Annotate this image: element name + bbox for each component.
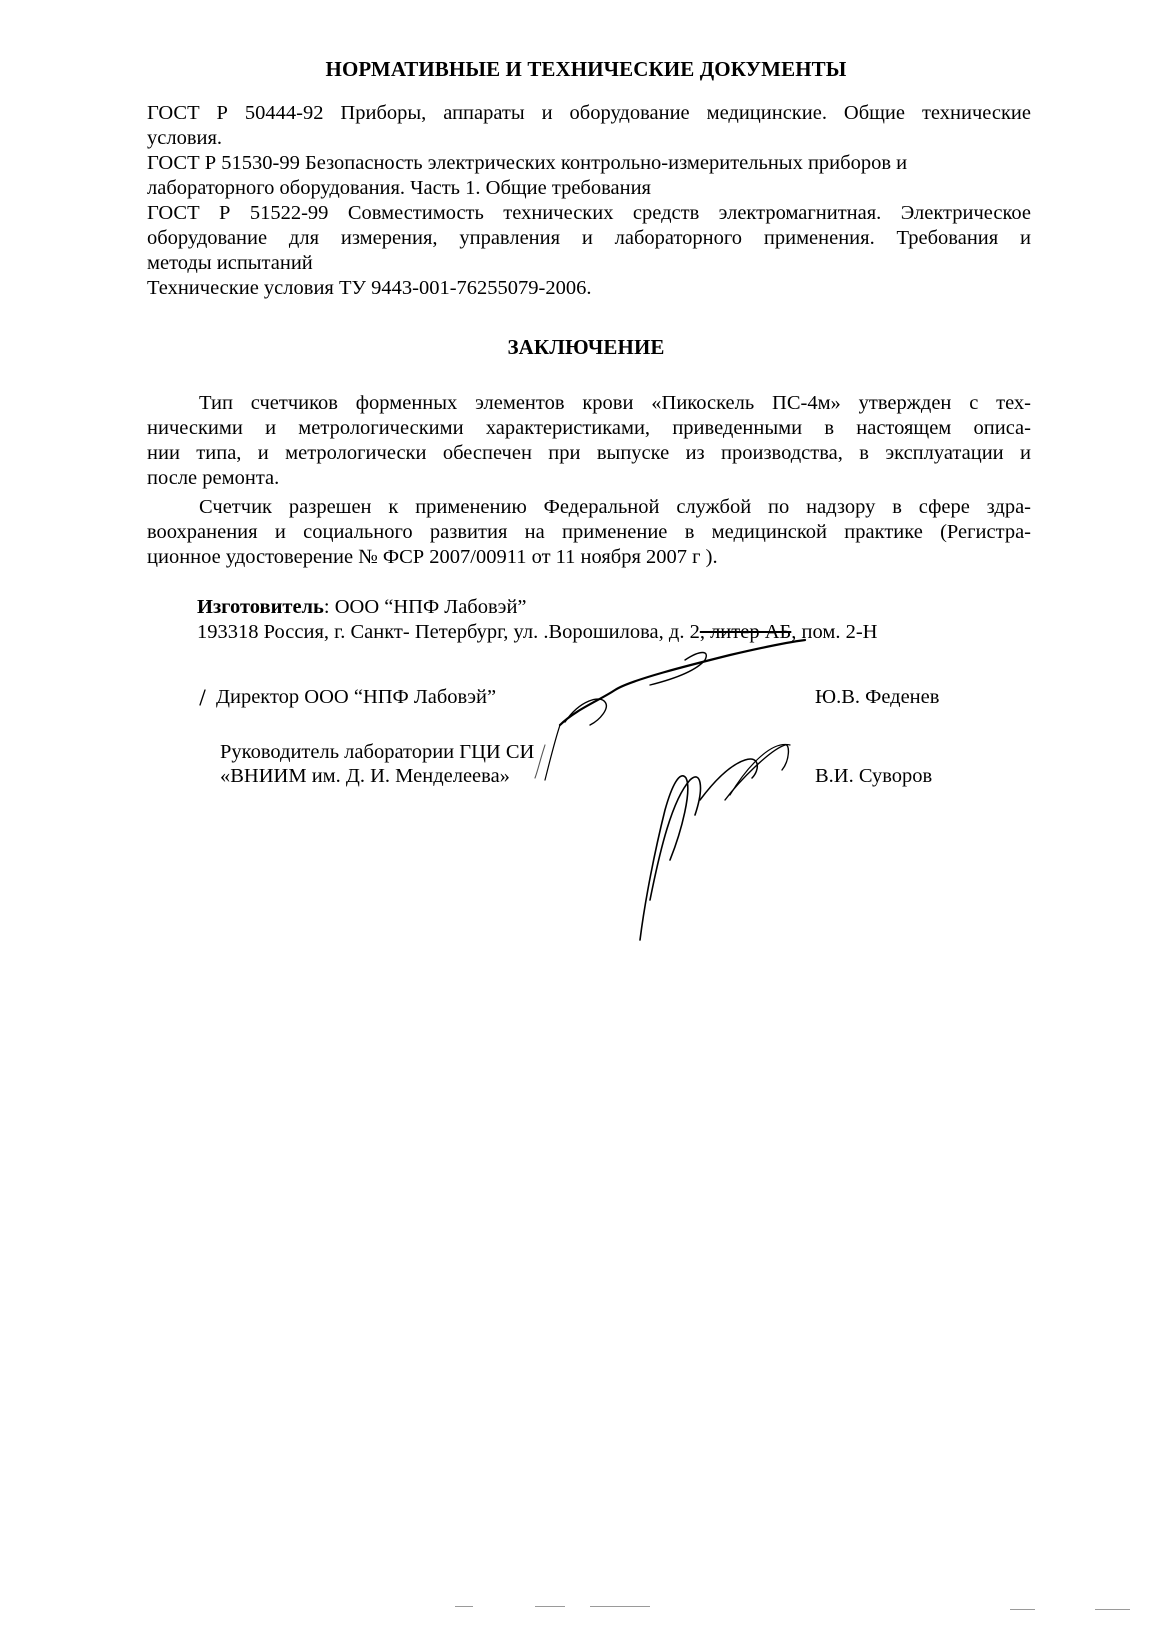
lab-head-position-line2: «ВНИИМ им. Д. И. Менделеева» — [220, 765, 510, 787]
paragraph-line: Счетчик разрешен к применению Федеральной службой по надзору в сфере здра- — [199, 496, 1031, 518]
doc-line: оборудование для измерения, управления и лабораторного применения. Требования и — [147, 227, 1031, 249]
paragraph-line: воохранения и социального развития на применение в медицинской практике (Регистра- — [147, 521, 1031, 543]
paragraph-line: ническими и метрологическими характеристиками, приведенными в настоящем описа- — [147, 417, 1031, 439]
paragraph-line: Тип счетчиков форменных элементов крови «Пикоскель ПС-4м» утвержден с тех- — [199, 392, 1031, 414]
scan-artifact — [1010, 1609, 1035, 1610]
doc-line: ГОСТ Р 51530-99 Безопасность электрических контрольно-измерительных приборов и — [147, 152, 908, 174]
paragraph-line: нии типа, и метрологически обеспечен при выпуске из производства, в эксплуатации и — [147, 442, 1031, 464]
scan-artifact — [535, 1606, 565, 1607]
doc-line: методы испытаний — [147, 252, 313, 274]
address-text-end: , пом. 2-Н — [791, 621, 878, 643]
scan-artifact — [590, 1606, 650, 1607]
scan-artifact — [1095, 1609, 1130, 1610]
manufacturer-separator: : — [323, 596, 330, 618]
address-struck-text: , литер АБ — [699, 621, 792, 643]
manufacturer-name: ООО “НПФ Лабовэй” — [329, 596, 527, 618]
address-text: 193318 Россия, г. Санкт- Петербург, ул. .Ворошилова, д. 2 — [197, 621, 700, 643]
lab-head-name: В.И. Суворов — [815, 765, 933, 787]
lab-head-position-line1: Руководитель лаборатории ГЦИ СИ — [220, 741, 535, 763]
scan-artifact — [455, 1606, 473, 1607]
section-title-normative-docs: НОРМАТИВНЫЕ И ТЕХНИЧЕСКИЕ ДОКУМЕНТЫ — [325, 57, 847, 81]
manufacturer-line — [197, 595, 527, 620]
paragraph-line: после ремонта. — [147, 467, 280, 489]
conclusion-paragraph-2 — [147, 495, 1031, 570]
signature-mark-icon — [200, 690, 205, 705]
director-position: Директор ООО “НПФ Лабовэй” — [216, 686, 497, 708]
paragraph-line: ционное удостоверение № ФСР 2007/00911 от 11 ноября 2007 г ). — [147, 546, 718, 568]
section-title-conclusion: ЗАКЛЮЧЕНИЕ — [507, 335, 665, 359]
normative-docs-list — [147, 101, 1031, 301]
manufacturer-label: Изготовитель — [197, 596, 324, 618]
conclusion-paragraph-1 — [147, 391, 1031, 491]
doc-line: ГОСТ Р 50444-92 Приборы, аппараты и оборудование медицинские. Общие технические — [147, 102, 1031, 124]
manufacturer-address — [197, 620, 877, 645]
doc-line: Технические условия ТУ 9443-001-76255079-2006. — [147, 277, 592, 299]
doc-line: лабораторного оборудования. Часть 1. Общие требования — [147, 177, 651, 199]
doc-line: условия. — [147, 127, 223, 149]
director-name: Ю.В. Феденев — [815, 686, 940, 708]
doc-line: ГОСТ Р 51522-99 Совместимость технических средств электромагнитная. Электрическое — [147, 202, 1031, 224]
